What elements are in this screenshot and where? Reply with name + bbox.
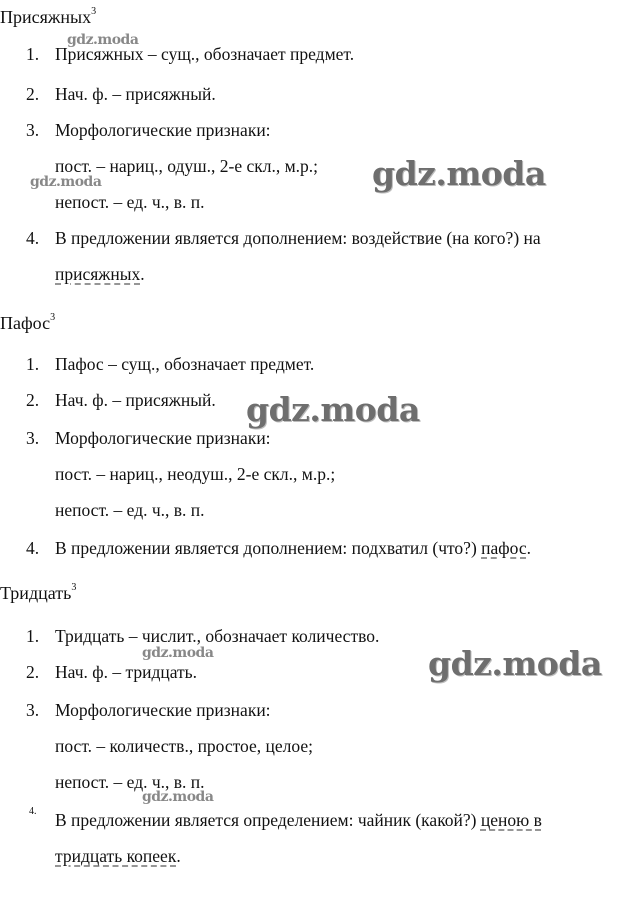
item-text: Нач. ф. – тридцать. [55,662,198,682]
watermark: gdz.moda [246,390,420,429]
item-text: непост. – ед. ч., в. п. [55,772,205,792]
section-heading: Тридцать$^3$ [0,582,77,603]
item-text: Нач. ф. – присяжный. [55,84,216,104]
watermark: gdz.moda [372,154,546,193]
item-text: Нач. ф. – присяжный. [55,390,216,410]
item-number: 3. [26,700,40,720]
item-number: 4. [26,538,40,558]
item-text: Тридцать – числит., обозначает количество. [55,626,380,646]
item-text: Морфологические признаки: [55,428,271,448]
item-number: 3. [26,120,40,140]
item-text: В предложении является дополнением: воздействие (на кого?) на [55,228,541,248]
item-number: 2. [26,662,40,682]
item-text: Присяжных – сущ., обозначает предмет. [55,44,355,64]
item-number: 3. [26,428,40,448]
item-number: 1. [26,44,40,64]
watermark: gdz.moda [67,32,139,48]
section-heading: Пафос$^3$ [0,312,56,333]
item-text: В предложении является дополнением: подхватил (что?) пафос. [55,538,531,558]
item-number: 4. [29,806,37,817]
item-continuation: тридцать копеек. [55,846,181,866]
section-heading: Присяжных$^3$ [0,6,97,27]
item-text: Морфологические признаки: [55,120,271,140]
item-number: 2. [26,84,40,104]
item-text: непост. – ед. ч., в. п. [55,192,205,212]
item-number: 1. [26,626,40,646]
item-number: 2. [26,390,40,410]
item-text: В предложении является определением: чайник (какой?) ценою в [55,810,542,830]
item-text: пост. – нариц., неодуш., 2-е скл., м.р.; [55,464,336,484]
item-text: пост. – нариц., одуш., 2-е скл., м.р.; [55,156,319,176]
item-number: 4. [26,228,40,248]
item-text: Морфологические признаки: [55,700,271,720]
item-text: непост. – ед. ч., в. п. [55,500,205,520]
watermark: gdz.moda [142,789,214,805]
watermark: gdz.moda [30,174,102,190]
item-text: пост. – количеств., простое, целое; [55,736,313,756]
item-number: 1. [26,354,40,374]
item-continuation: присяжных. [55,264,145,284]
item-text: Пафос – сущ., обозначает предмет. [55,354,315,374]
watermark: gdz.moda [428,644,602,683]
watermark: gdz.moda [142,645,214,661]
